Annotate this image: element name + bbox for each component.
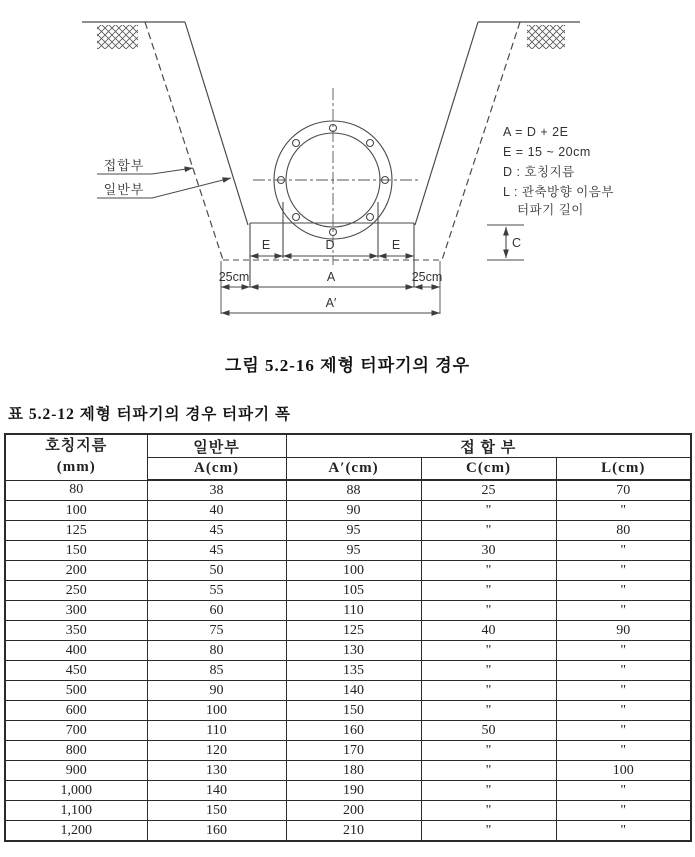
table-cell: 250 (5, 581, 147, 601)
table-row (5, 581, 691, 601)
table-cell: 88 (286, 480, 421, 501)
table-row (5, 601, 691, 621)
table-cell: 80 (147, 641, 286, 661)
legend-line-3: D : 호칭지름 (503, 165, 575, 179)
table-cell: " (556, 681, 691, 701)
header-general-section: 일반부 (147, 434, 286, 458)
soil-hatch-right (527, 25, 565, 49)
dim-25-left-label: 25cm (218, 270, 250, 284)
table-cell: 700 (5, 721, 147, 741)
table-cell: " (421, 801, 556, 821)
table-cell: 150 (147, 801, 286, 821)
header-general-a: A(cm) (147, 458, 286, 481)
table-cell: 190 (286, 781, 421, 801)
figure-caption: 그림 5.2-16 제형 터파기의 경우 (224, 356, 471, 375)
table-row (5, 480, 691, 501)
table-row (5, 541, 691, 561)
table-row (5, 561, 691, 581)
table-cell: 150 (286, 701, 421, 721)
header-nominal-diameter (5, 434, 147, 480)
table-cell: 450 (5, 661, 147, 681)
table-cell: 130 (286, 641, 421, 661)
table-row (5, 701, 691, 721)
soil-hatch-left (97, 25, 138, 49)
header-joint-section: 접 합 부 (286, 434, 691, 458)
table-cell: 80 (5, 480, 147, 501)
header-row-1 (5, 434, 691, 458)
table-cell: " (421, 741, 556, 761)
table-cell: 80 (556, 521, 691, 541)
table-row (5, 781, 691, 801)
table-cell: 38 (147, 480, 286, 501)
table-cell: " (421, 501, 556, 521)
joint-slope-left (145, 22, 223, 260)
table-cell: " (421, 781, 556, 801)
table-row (5, 801, 691, 821)
table-cell: 140 (286, 681, 421, 701)
header-nominal-diameter-line1: 호칭지름 (45, 438, 108, 455)
legend-line-2: E = 15 ~ 20cm (503, 145, 591, 159)
dim-25-right-label: 25cm (411, 270, 443, 284)
table-cell: 160 (286, 721, 421, 741)
table-cell: 40 (147, 501, 286, 521)
table-cell: 95 (286, 521, 421, 541)
table-cell: 100 (147, 701, 286, 721)
header-nominal-diameter-line2: (mm) (56, 459, 96, 476)
table-body (5, 480, 691, 841)
table-cell: 85 (147, 661, 286, 681)
table-cell: " (421, 561, 556, 581)
table-cell: 100 (286, 561, 421, 581)
table-row (5, 661, 691, 681)
table-cell: 400 (5, 641, 147, 661)
table-cell: 90 (286, 501, 421, 521)
table-cell: 50 (421, 721, 556, 741)
dim-d-label: D (325, 238, 335, 252)
table-cell: 110 (286, 601, 421, 621)
excavation-width-table (4, 433, 692, 842)
table-cell: " (556, 601, 691, 621)
legend-line-4: L : 관축방향 이음부 (503, 185, 614, 199)
table-cell: " (556, 801, 691, 821)
table-cell: " (556, 741, 691, 761)
trench-slope-right (415, 22, 478, 225)
joint-part-label: 접합부 (103, 158, 145, 173)
table-cell: 150 (5, 541, 147, 561)
table-cell: 170 (286, 741, 421, 761)
table-cell: " (421, 761, 556, 781)
table-cell: 100 (556, 761, 691, 781)
dim-c-label: C (512, 236, 522, 250)
table-cell: " (556, 501, 691, 521)
table-cell: 125 (5, 521, 147, 541)
table-cell: " (421, 661, 556, 681)
table-cell: 160 (147, 821, 286, 842)
dim-e-right-label: E (391, 238, 401, 252)
table-cell: " (556, 781, 691, 801)
table-cell: 600 (5, 701, 147, 721)
table-cell: 110 (147, 721, 286, 741)
table-cell: 70 (556, 480, 691, 501)
table-cell: 25 (421, 480, 556, 501)
table-cell: " (556, 821, 691, 842)
table-cell: 200 (286, 801, 421, 821)
table-cell: 55 (147, 581, 286, 601)
table-cell: 45 (147, 521, 286, 541)
table-cell: " (556, 661, 691, 681)
table-row (5, 741, 691, 761)
table-cell: " (556, 701, 691, 721)
table-row (5, 501, 691, 521)
header-joint-c: C(cm) (421, 458, 556, 481)
table-cell: " (556, 641, 691, 661)
header-joint-l: L(cm) (556, 458, 691, 481)
general-part-label: 일반부 (103, 182, 145, 197)
table-cell: " (421, 641, 556, 661)
table-row (5, 521, 691, 541)
dim-a-prime-label: A′ (325, 296, 337, 310)
table-cell: " (421, 601, 556, 621)
table-cell: 45 (147, 541, 286, 561)
table-row (5, 821, 691, 842)
table-cell: 40 (421, 621, 556, 641)
trench-slope-left (185, 22, 248, 225)
diagram-legend (503, 125, 614, 217)
header-joint-a-prime: A′(cm) (286, 458, 421, 481)
table-cell: 140 (147, 781, 286, 801)
table-cell: 100 (5, 501, 147, 521)
table-cell: 120 (147, 741, 286, 761)
table-cell: 500 (5, 681, 147, 701)
joint-slope-right (442, 22, 520, 260)
table-cell: " (421, 581, 556, 601)
table-cell: 125 (286, 621, 421, 641)
table-cell: 1,200 (5, 821, 147, 842)
table-row (5, 761, 691, 781)
table-cell: 350 (5, 621, 147, 641)
table-cell: 900 (5, 761, 147, 781)
table-cell: 180 (286, 761, 421, 781)
table-row (5, 721, 691, 741)
excavation-diagram (0, 0, 695, 332)
table-row (5, 641, 691, 661)
table-cell: " (556, 561, 691, 581)
table-cell: 60 (147, 601, 286, 621)
table-cell: " (421, 521, 556, 541)
dim-e-left-label: E (261, 238, 271, 252)
table-cell: 1,000 (5, 781, 147, 801)
table-cell: 200 (5, 561, 147, 581)
table-cell: " (421, 821, 556, 842)
table-row (5, 621, 691, 641)
table-cell: " (421, 681, 556, 701)
table-cell: 90 (147, 681, 286, 701)
table-cell: 135 (286, 661, 421, 681)
legend-line-5: 터파기 길이 (517, 203, 584, 217)
table-cell: " (421, 701, 556, 721)
table-cell: " (556, 581, 691, 601)
table-cell: 50 (147, 561, 286, 581)
table-cell: 30 (421, 541, 556, 561)
table-cell: 300 (5, 601, 147, 621)
table-cell: " (556, 721, 691, 741)
table-title: 표 5.2-12 제형 터파기의 경우 터파기 폭 (8, 406, 291, 423)
table-cell: " (556, 541, 691, 561)
dim-a-label: A (326, 270, 336, 284)
table-cell: 75 (147, 621, 286, 641)
table-cell: 130 (147, 761, 286, 781)
table-cell: 90 (556, 621, 691, 641)
table-cell: 105 (286, 581, 421, 601)
table-cell: 800 (5, 741, 147, 761)
legend-line-1: A = D + 2E (503, 125, 569, 139)
table-row (5, 681, 691, 701)
table-cell: 210 (286, 821, 421, 842)
table-cell: 95 (286, 541, 421, 561)
table-cell: 1,100 (5, 801, 147, 821)
